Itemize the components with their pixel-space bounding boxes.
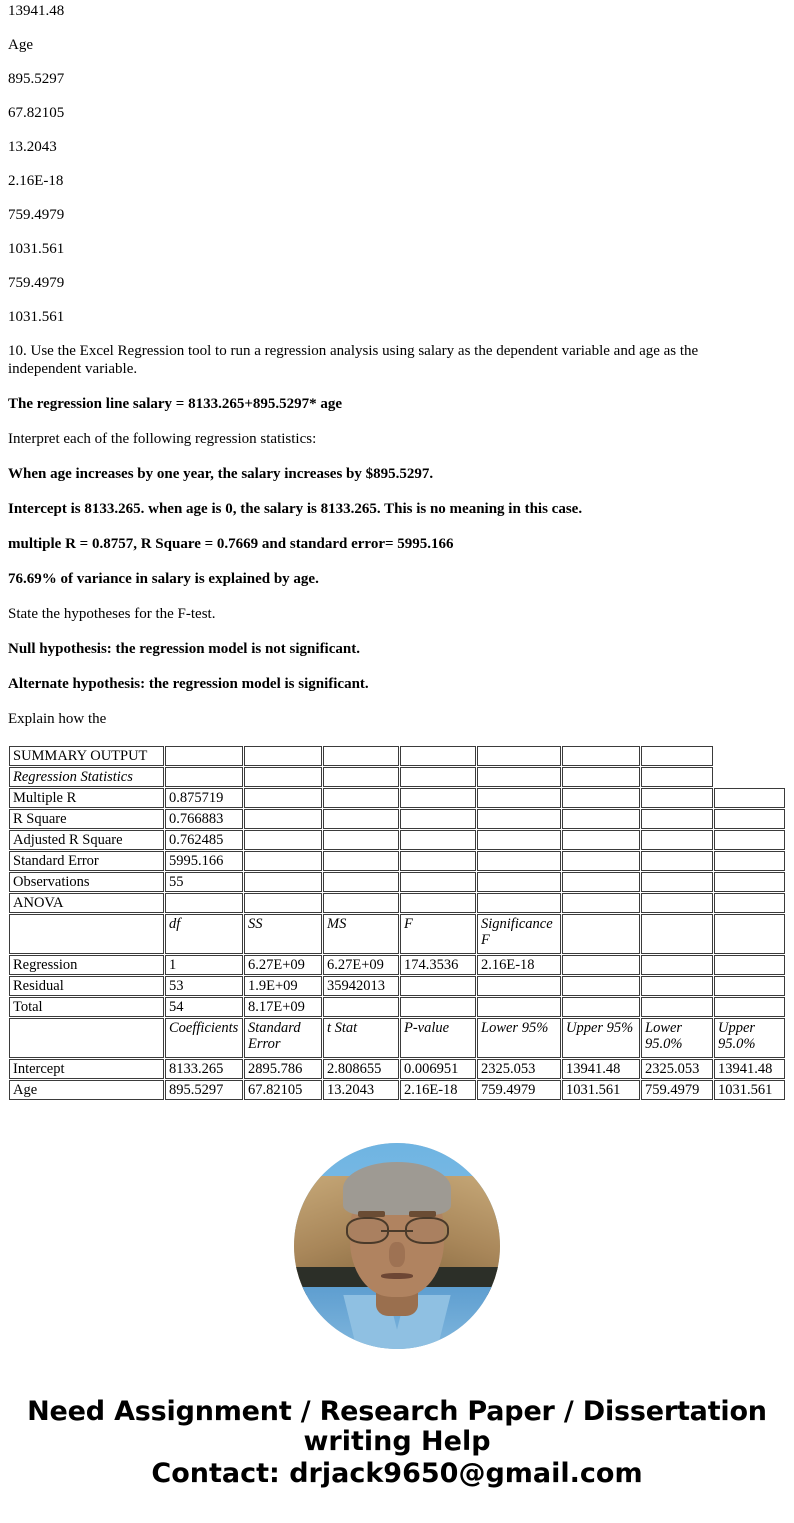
table-cell: 1031.561 [714,1080,785,1100]
table-cell: Upper 95.0% [714,1018,785,1058]
table-row [9,893,785,913]
table-cell [714,830,785,850]
stat-line: 759.4979 [8,275,65,291]
table-cell: Regression Statistics [9,767,164,787]
table-cell: Significance F [477,914,561,954]
table-cell: 8133.265 [165,1059,243,1079]
stat-line: 1031.561 [8,241,65,257]
table-cell [641,830,713,850]
table-row [9,746,785,766]
regression-output-table [8,745,786,1101]
narrative-paragraph: Alternate hypothesis: the regression model is significant. [8,676,369,692]
table-cell [562,788,640,808]
table-cell: 0.766883 [165,809,243,829]
table-cell [400,788,476,808]
table-cell [562,872,640,892]
table-cell [477,851,561,871]
table-cell [323,788,399,808]
table-cell [244,851,322,871]
table-cell [641,809,713,829]
table-cell [477,893,561,913]
table-cell: P-value [400,1018,476,1058]
table-cell: Upper 95% [562,1018,640,1058]
table-cell [400,893,476,913]
narrative-block [8,342,786,728]
table-cell [714,872,785,892]
table-cell [400,997,476,1017]
table-cell [714,955,785,975]
table-cell [562,746,640,766]
table-cell: 67.82105 [244,1080,322,1100]
table-cell [562,955,640,975]
table-cell [477,746,561,766]
table-cell: 174.3536 [400,955,476,975]
table-row [9,914,785,954]
narrative-paragraph: multiple R = 0.8757, R Square = 0.7669 and standard error= 5995.166 [8,536,454,552]
table-cell: 6.27E+09 [244,955,322,975]
table-cell [9,914,164,954]
table-cell [477,788,561,808]
table-cell [641,893,713,913]
table-row [9,872,785,892]
table-cell [641,914,713,954]
table-cell: Residual [9,976,164,996]
narrative-paragraph: Null hypothesis: the regression model is not significant. [8,641,360,657]
table-cell [714,914,785,954]
table-row [9,1080,785,1100]
photo-nose [389,1242,405,1267]
table-cell: 0.875719 [165,788,243,808]
table-cell: 8.17E+09 [244,997,322,1017]
table-cell [641,746,713,766]
narrative-paragraph: 10. Use the Excel Regression tool to run a regression analysis using salary as the dependent variable and age as the independent variable. [8,343,699,377]
table-cell: F [400,914,476,954]
table-cell: 759.4979 [477,1080,561,1100]
table-cell [562,914,640,954]
table-cell [562,767,640,787]
table-cell: 2325.053 [641,1059,713,1079]
table-cell [165,893,243,913]
stat-line: 2.16E-18 [8,173,64,189]
narrative-paragraph: When age increases by one year, the salary increases by $895.5297. [8,466,434,482]
table-cell [562,809,640,829]
table-cell [477,830,561,850]
table-cell [714,976,785,996]
table-cell: 759.4979 [641,1080,713,1100]
table-cell [165,767,243,787]
table-cell: 2895.786 [244,1059,322,1079]
table-cell-spacer [714,767,785,787]
table-cell: df [165,914,243,954]
table-cell: 13941.48 [562,1059,640,1079]
table-cell: Observations [9,872,164,892]
table-cell [714,997,785,1017]
narrative-paragraph: State the hypotheses for the F-test. [8,606,216,622]
table-cell [714,788,785,808]
table-row [9,809,785,829]
table-cell: 2325.053 [477,1059,561,1079]
table-cell [323,893,399,913]
table-cell: MS [323,914,399,954]
table-cell: Standard Error [244,1018,322,1058]
table-cell [323,830,399,850]
table-cell: Regression [9,955,164,975]
portrait-photo [294,1143,500,1349]
stat-line: 1031.561 [8,309,65,325]
table-cell: Intercept [9,1059,164,1079]
table-cell [400,746,476,766]
table-cell [641,767,713,787]
table-row [9,851,785,871]
document-page [0,2,794,1490]
table-cell [477,976,561,996]
promo-block [8,1397,786,1490]
table-cell: 2.808655 [323,1059,399,1079]
photo-glasses-bridge [381,1230,414,1232]
table-cell: 2.16E-18 [400,1080,476,1100]
table-cell: Lower 95.0% [641,1018,713,1058]
table-cell [244,830,322,850]
table-row [9,1018,785,1058]
table-cell: 5995.166 [165,851,243,871]
table-cell [244,809,322,829]
table-cell: 55 [165,872,243,892]
promo-line-2: writing Help [303,1426,491,1457]
table-cell: ANOVA [9,893,164,913]
table-cell [323,851,399,871]
promo-contact-line: Contact: drjack9650@gmail.com [151,1458,643,1489]
table-cell [400,767,476,787]
table-cell: 35942013 [323,976,399,996]
table-row [9,955,785,975]
stat-line: 13.2043 [8,139,57,155]
table-cell: Age [9,1080,164,1100]
table-cell [400,830,476,850]
table-cell [562,893,640,913]
table-cell [562,976,640,996]
table-cell [400,809,476,829]
table-cell: t Stat [323,1018,399,1058]
table-cell: 895.5297 [165,1080,243,1100]
table-cell: Total [9,997,164,1017]
table-cell [477,997,561,1017]
table-cell [244,872,322,892]
table-cell [477,809,561,829]
stat-line: 759.4979 [8,207,65,223]
stat-line: 895.5297 [8,71,65,87]
table-cell [9,1018,164,1058]
table-cell [477,872,561,892]
stat-line: 13941.48 [8,3,65,19]
table-cell [562,830,640,850]
table-cell: 0.006951 [400,1059,476,1079]
table-cell [714,809,785,829]
table-cell [244,767,322,787]
table-cell [477,767,561,787]
narrative-paragraph: Explain how the [8,711,107,727]
table-cell [641,851,713,871]
table-cell [323,997,399,1017]
table-cell [641,955,713,975]
table-cell: Coefficients [165,1018,243,1058]
table-cell: Multiple R [9,788,164,808]
table-cell: 53 [165,976,243,996]
table-cell [714,893,785,913]
table-cell: 1031.561 [562,1080,640,1100]
table-cell: 1.9E+09 [244,976,322,996]
table-cell [323,872,399,892]
table-cell: 6.27E+09 [323,955,399,975]
table-cell [244,746,322,766]
leading-stat-list [8,2,786,326]
table-cell [714,851,785,871]
table-row [9,1059,785,1079]
photo-mouth [381,1273,414,1279]
table-cell: 2.16E-18 [477,955,561,975]
table-cell [323,767,399,787]
table-cell: SS [244,914,322,954]
table-cell: Standard Error [9,851,164,871]
table-cell [165,746,243,766]
table-cell: 54 [165,997,243,1017]
table-cell [641,788,713,808]
narrative-paragraph: Intercept is 8133.265. when age is 0, the salary is 8133.265. This is no meaning in this case. [8,501,583,517]
stat-line: Age [8,37,33,53]
table-cell-spacer [714,746,785,766]
promo-line-1: Need Assignment / Research Paper / Dissertation [27,1396,767,1427]
table-row [9,976,785,996]
table-cell [562,997,640,1017]
table-cell: 13.2043 [323,1080,399,1100]
table-cell [641,872,713,892]
table-cell [400,872,476,892]
table-cell [400,976,476,996]
table-row [9,997,785,1017]
table-cell: 13941.48 [714,1059,785,1079]
portrait-container [8,1143,786,1349]
table-cell: SUMMARY OUTPUT [9,746,164,766]
stat-line: 67.82105 [8,105,65,121]
table-row [9,767,785,787]
photo-hair [343,1162,450,1216]
narrative-paragraph: The regression line salary = 8133.265+895.5297* age [8,396,343,412]
table-row [9,830,785,850]
table-cell: Adjusted R Square [9,830,164,850]
table-cell [641,997,713,1017]
table-cell [641,976,713,996]
table-cell [323,746,399,766]
table-cell [562,851,640,871]
table-cell: 1 [165,955,243,975]
narrative-paragraph: 76.69% of variance in salary is explained by age. [8,571,319,587]
table-cell [400,851,476,871]
table-cell: R Square [9,809,164,829]
table-row [9,788,785,808]
table-cell: 0.762485 [165,830,243,850]
narrative-paragraph: Interpret each of the following regression statistics: [8,431,317,447]
table-cell [244,788,322,808]
table-cell [323,809,399,829]
table-cell [244,893,322,913]
table-cell: Lower 95% [477,1018,561,1058]
